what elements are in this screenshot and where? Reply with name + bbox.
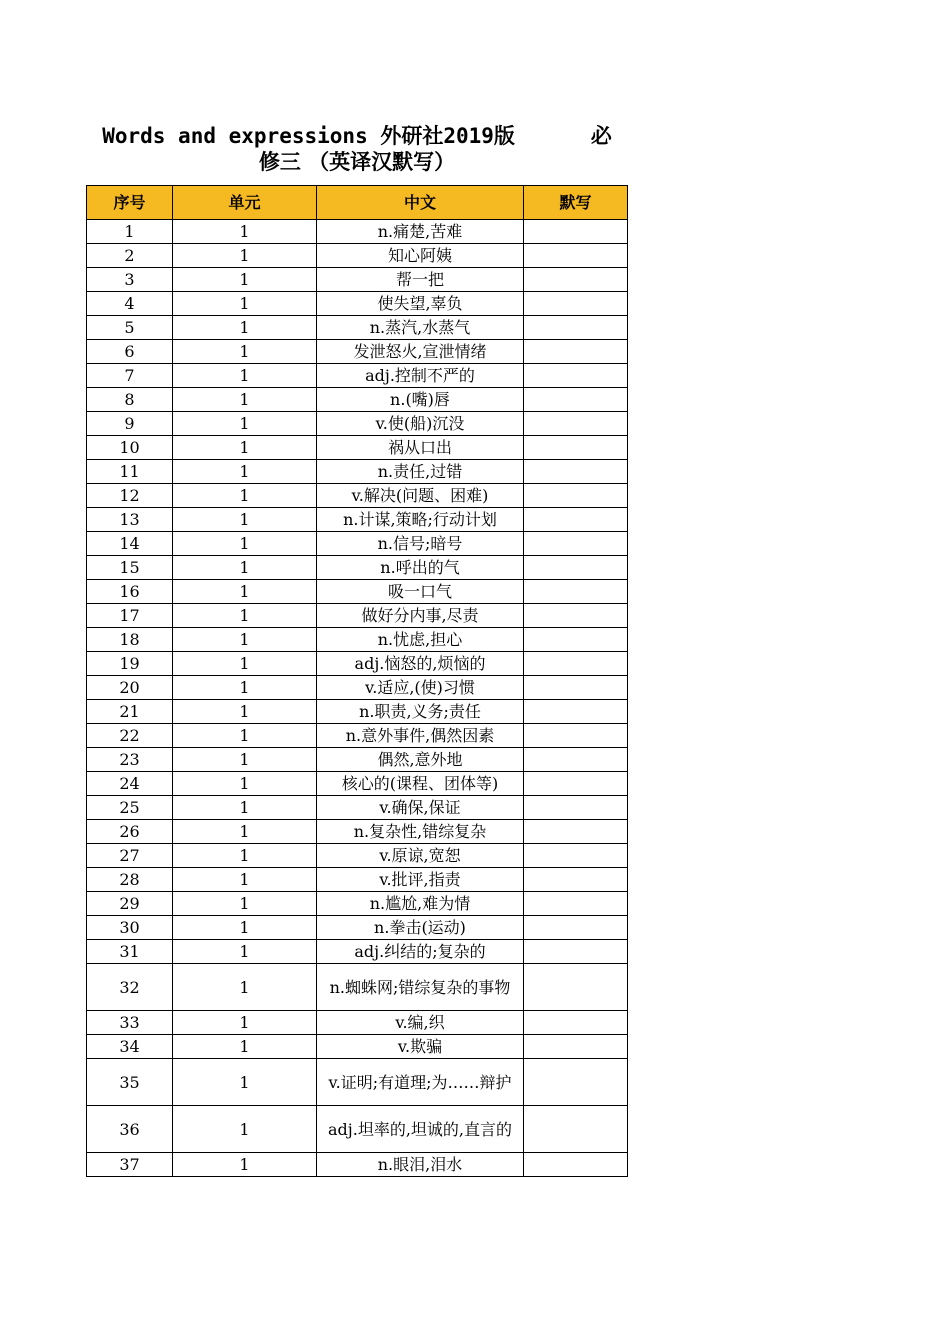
cell-chinese: v.适应,(使)习惯 [317,676,524,700]
table-row [87,820,628,844]
table-row [87,1153,628,1177]
cell-dictation[interactable] [524,316,628,340]
cell-chinese: n.痛楚,苦难 [317,220,524,244]
cell-chinese: 知心阿姨 [317,244,524,268]
header-number: 序号 [87,186,173,220]
cell-unit: 1 [173,244,317,268]
cell-chinese: n.计谋,策略;行动计划 [317,508,524,532]
cell-dictation[interactable] [524,796,628,820]
cell-chinese: v.欺骗 [317,1035,524,1059]
cell-dictation[interactable] [524,700,628,724]
cell-chinese: n.复杂性,错综复杂 [317,820,524,844]
table-row [87,796,628,820]
table-row [87,316,628,340]
cell-dictation[interactable] [524,868,628,892]
table-row [87,412,628,436]
cell-number: 35 [87,1059,173,1106]
cell-chinese: 核心的(课程、团体等) [317,772,524,796]
table-row [87,748,628,772]
cell-chinese: v.确保,保证 [317,796,524,820]
table-row [87,388,628,412]
cell-number: 24 [87,772,173,796]
cell-number: 1 [87,220,173,244]
cell-unit: 1 [173,484,317,508]
title-line-2: 修三 （英译汉默写） [258,150,456,174]
table-row [87,436,628,460]
cell-dictation[interactable] [524,892,628,916]
cell-number: 29 [87,892,173,916]
cell-unit: 1 [173,628,317,652]
cell-chinese: n.蜘蛛网;错综复杂的事物 [317,964,524,1011]
cell-number: 31 [87,940,173,964]
cell-unit: 1 [173,796,317,820]
cell-number: 10 [87,436,173,460]
cell-unit: 1 [173,1153,317,1177]
cell-chinese: 帮一把 [317,268,524,292]
cell-chinese: v.解决(问题、困难) [317,484,524,508]
table-header-row [87,186,628,220]
cell-unit: 1 [173,1035,317,1059]
cell-number: 18 [87,628,173,652]
cell-number: 9 [87,412,173,436]
cell-chinese: v.使(船)沉没 [317,412,524,436]
table-row [87,244,628,268]
cell-chinese: 吸一口气 [317,580,524,604]
table-row [87,580,628,604]
table-row [87,508,628,532]
cell-unit: 1 [173,412,317,436]
cell-unit: 1 [173,532,317,556]
cell-dictation[interactable] [524,844,628,868]
cell-number: 8 [87,388,173,412]
cell-dictation[interactable] [524,556,628,580]
table-row [87,292,628,316]
cell-dictation[interactable] [524,1106,628,1153]
cell-chinese: 祸从口出 [317,436,524,460]
cell-dictation[interactable] [524,388,628,412]
cell-number: 32 [87,964,173,1011]
cell-dictation[interactable] [524,724,628,748]
table-row [87,268,628,292]
cell-unit: 1 [173,1106,317,1153]
cell-dictation[interactable] [524,1153,628,1177]
cell-unit: 1 [173,916,317,940]
table-row [87,940,628,964]
table-row [87,604,628,628]
cell-chinese: n.信号;暗号 [317,532,524,556]
table-row [87,556,628,580]
cell-dictation[interactable] [524,604,628,628]
table-row [87,724,628,748]
cell-unit: 1 [173,1011,317,1035]
cell-number: 33 [87,1011,173,1035]
cell-dictation[interactable] [524,220,628,244]
cell-dictation[interactable] [524,412,628,436]
cell-number: 13 [87,508,173,532]
table-row [87,220,628,244]
cell-number: 16 [87,580,173,604]
cell-chinese: v.原谅,宽恕 [317,844,524,868]
cell-chinese: n.蒸汽,水蒸气 [317,316,524,340]
cell-chinese: n.尴尬,难为情 [317,892,524,916]
cell-number: 37 [87,1153,173,1177]
cell-dictation[interactable] [524,508,628,532]
cell-dictation[interactable] [524,340,628,364]
cell-unit: 1 [173,724,317,748]
cell-chinese: n.责任,过错 [317,460,524,484]
cell-dictation[interactable] [524,628,628,652]
cell-chinese: 做好分内事,尽责 [317,604,524,628]
cell-number: 34 [87,1035,173,1059]
cell-unit: 1 [173,868,317,892]
cell-unit: 1 [173,340,317,364]
table-row [87,484,628,508]
cell-unit: 1 [173,292,317,316]
table-row [87,892,628,916]
cell-chinese: v.证明;有道理;为……辩护 [317,1059,524,1106]
cell-number: 25 [87,796,173,820]
cell-dictation[interactable] [524,460,628,484]
cell-unit: 1 [173,820,317,844]
cell-number: 2 [87,244,173,268]
table-row [87,1059,628,1106]
cell-number: 21 [87,700,173,724]
cell-chinese: v.批评,指责 [317,868,524,892]
cell-dictation[interactable] [524,268,628,292]
cell-unit: 1 [173,508,317,532]
cell-chinese: 发泄怒火,宣泄情绪 [317,340,524,364]
table-row [87,460,628,484]
cell-unit: 1 [173,676,317,700]
cell-unit: 1 [173,460,317,484]
table-row [87,964,628,1011]
cell-number: 15 [87,556,173,580]
cell-dictation[interactable] [524,436,628,460]
cell-chinese: adj.控制不严的 [317,364,524,388]
cell-dictation[interactable] [524,364,628,388]
header-dictation: 默写 [524,186,628,220]
cell-unit: 1 [173,556,317,580]
table-body [87,220,628,1177]
cell-number: 12 [87,484,173,508]
cell-number: 14 [87,532,173,556]
vocabulary-table [86,185,628,1177]
cell-unit: 1 [173,772,317,796]
table-row [87,868,628,892]
table-row [87,772,628,796]
cell-chinese: n.呼出的气 [317,556,524,580]
cell-number: 36 [87,1106,173,1153]
table-row [87,1106,628,1153]
cell-dictation[interactable] [524,580,628,604]
cell-chinese: n.忧虑,担心 [317,628,524,652]
cell-number: 17 [87,604,173,628]
cell-number: 30 [87,916,173,940]
cell-chinese: adj.纠结的;复杂的 [317,940,524,964]
cell-dictation[interactable] [524,916,628,940]
cell-number: 23 [87,748,173,772]
table-row [87,844,628,868]
cell-dictation[interactable] [524,940,628,964]
cell-number: 4 [87,292,173,316]
cell-number: 11 [87,460,173,484]
cell-chinese: 使失望,辜负 [317,292,524,316]
cell-chinese: 偶然,意外地 [317,748,524,772]
cell-number: 26 [87,820,173,844]
cell-unit: 1 [173,316,317,340]
cell-dictation[interactable] [524,1011,628,1035]
document-title [86,122,628,176]
table-row [87,364,628,388]
cell-dictation[interactable] [524,772,628,796]
cell-number: 28 [87,868,173,892]
title-line-1: Words and expressions 外研社2019版 必 [102,124,612,148]
cell-chinese: n.职责,义务;责任 [317,700,524,724]
header-chinese: 中文 [317,186,524,220]
cell-unit: 1 [173,844,317,868]
cell-unit: 1 [173,748,317,772]
table-row [87,1011,628,1035]
cell-unit: 1 [173,892,317,916]
cell-unit: 1 [173,964,317,1011]
table-row [87,532,628,556]
cell-unit: 1 [173,652,317,676]
cell-dictation[interactable] [524,484,628,508]
cell-unit: 1 [173,220,317,244]
cell-chinese: n.拳击(运动) [317,916,524,940]
cell-number: 7 [87,364,173,388]
cell-number: 20 [87,676,173,700]
cell-unit: 1 [173,604,317,628]
table-row [87,340,628,364]
cell-chinese: n.眼泪,泪水 [317,1153,524,1177]
cell-number: 5 [87,316,173,340]
cell-number: 3 [87,268,173,292]
cell-dictation[interactable] [524,1059,628,1106]
cell-dictation[interactable] [524,748,628,772]
cell-number: 22 [87,724,173,748]
cell-unit: 1 [173,268,317,292]
cell-dictation[interactable] [524,820,628,844]
cell-chinese: adj.坦率的,坦诚的,直言的 [317,1106,524,1153]
cell-dictation[interactable] [524,292,628,316]
cell-dictation[interactable] [524,964,628,1011]
cell-unit: 1 [173,364,317,388]
table-row [87,652,628,676]
table-row [87,628,628,652]
table-row [87,700,628,724]
table-row [87,1035,628,1059]
cell-unit: 1 [173,1059,317,1106]
table-row [87,676,628,700]
cell-chinese: n.意外事件,偶然因素 [317,724,524,748]
table-row [87,916,628,940]
cell-dictation[interactable] [524,244,628,268]
cell-unit: 1 [173,940,317,964]
cell-number: 27 [87,844,173,868]
cell-number: 6 [87,340,173,364]
cell-chinese: adj.恼怒的,烦恼的 [317,652,524,676]
cell-dictation[interactable] [524,1035,628,1059]
cell-chinese: n.(嘴)唇 [317,388,524,412]
cell-number: 19 [87,652,173,676]
cell-unit: 1 [173,580,317,604]
cell-dictation[interactable] [524,676,628,700]
cell-chinese: v.编,织 [317,1011,524,1035]
header-unit: 单元 [173,186,317,220]
cell-dictation[interactable] [524,532,628,556]
cell-unit: 1 [173,388,317,412]
cell-unit: 1 [173,700,317,724]
cell-unit: 1 [173,436,317,460]
cell-dictation[interactable] [524,652,628,676]
